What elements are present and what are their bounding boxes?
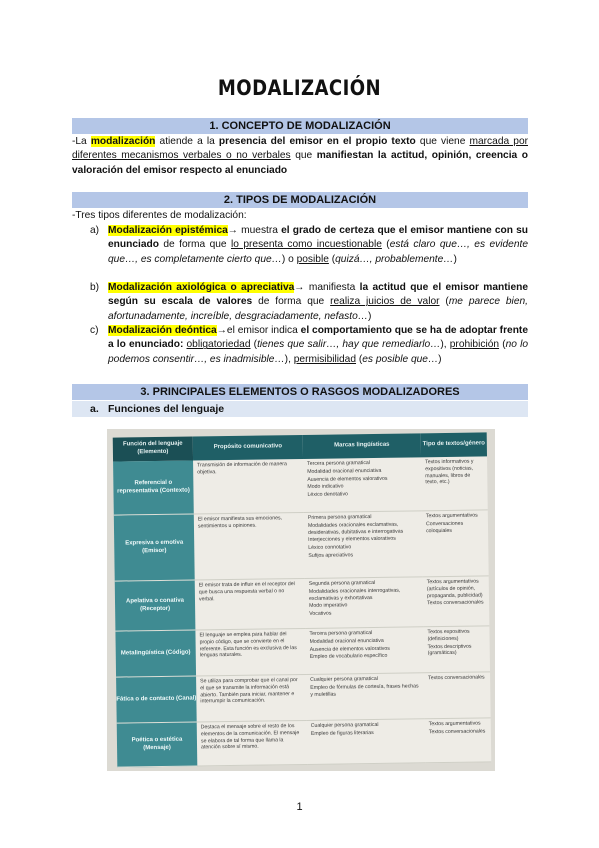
mark-item: Modo indicativo xyxy=(307,483,344,491)
concept-text: que viene xyxy=(415,136,470,147)
item-bold: el grado de certeza que el emisor mantiene con su enunciado xyxy=(108,225,528,251)
item-text: de forma que xyxy=(158,239,231,251)
item-text: ( xyxy=(328,253,336,265)
table-cell-types xyxy=(422,510,489,577)
table-photo xyxy=(107,429,495,771)
table-cell-types xyxy=(421,456,488,511)
mark-item: Sufijos apreciativos xyxy=(308,552,354,559)
mark-item: Empleo de figuras literarias xyxy=(310,729,374,737)
table-cell-types xyxy=(425,718,492,763)
item-text: ) xyxy=(453,253,457,265)
concept-paragraph xyxy=(72,135,528,178)
mark-item: Modalidades oracionales interrogativas, exclamativas y exhortativas xyxy=(308,587,401,602)
type-item: Textos conversacionales xyxy=(428,728,486,735)
section-heading-concepto: 1. CONCEPTO DE MODALIZACIÓN xyxy=(72,118,528,134)
mark-item: Primera persona gramatical xyxy=(307,514,372,521)
item-underline: obligatoriedad xyxy=(186,339,251,351)
mark-item: Empleo de fórmulas de cortesía, frases hechas y muletillas xyxy=(310,683,419,698)
item-italic: quizá…, probablemente… xyxy=(335,253,454,265)
item-italic: tienes que salir…, hay que remediarlo… xyxy=(257,339,441,351)
mark-item: Tercera persona gramatical xyxy=(309,630,373,637)
table-cell-marks xyxy=(307,719,426,765)
table-cell-function: Metalingüística (Código) xyxy=(115,630,196,677)
table-cell-function: Fática o de contacto (Canal) xyxy=(116,676,197,723)
table-cell-function: Referencial o representativa (Contexto) xyxy=(113,461,194,516)
type-item: Textos descriptivos (gramáticas) xyxy=(427,643,472,657)
item-text: ( xyxy=(381,239,390,251)
item-underline: posible xyxy=(296,253,329,265)
table-cell-marks xyxy=(304,511,423,579)
highlight-term: Modalización axiológica o apreciativa xyxy=(108,282,295,293)
page-title: MODALIZACIÓN xyxy=(217,76,382,100)
type-item: Textos conversacionales xyxy=(427,599,484,607)
table-cell-marks xyxy=(303,457,422,513)
mark-item: Interjecciones y elementos valorativos xyxy=(308,535,396,544)
item-italic: no lo podemos consentir…, es inadmisible… xyxy=(108,339,528,365)
table-cell-types xyxy=(423,576,490,627)
tipos-intro: -Tres tipos diferentes de modalización: xyxy=(72,210,247,221)
item-text: → manifiesta xyxy=(294,282,360,293)
table-cell-marks xyxy=(305,627,424,675)
table-cell-purpose: Transmisión de información de manera objetiva. xyxy=(193,459,304,515)
mark-item: Tercera persona gramatical xyxy=(307,460,370,467)
item-text: ), xyxy=(284,353,294,365)
type-item: Textos expositivos (definiciones) xyxy=(427,628,470,643)
item-underline: lo presenta como incuestionable xyxy=(231,239,382,251)
type-item: Textos argumentativos xyxy=(428,720,481,728)
table-header-tipo: Tipo de textos/género xyxy=(421,432,487,457)
item-italic: es posible que… xyxy=(362,353,439,365)
mark-item: Cualquier persona gramatical xyxy=(310,675,378,683)
type-item: Textos argumentativos (artículos de opinión, propaganda, publicidad) xyxy=(426,578,483,599)
item-text: →el emisor indica xyxy=(216,325,301,336)
item-bold: el comportamiento que se ha de adoptar frente a lo enunciado: xyxy=(108,325,528,351)
page-number: 1 xyxy=(296,801,303,813)
subheading-marker: a. xyxy=(90,403,99,415)
functions-table xyxy=(113,432,492,767)
mark-item: Segunda persona gramatical xyxy=(308,579,376,587)
mark-item: Modo imperativo xyxy=(309,602,348,610)
item-text: ( xyxy=(439,296,449,308)
table-cell-function: Poética o estética (Mensaje) xyxy=(117,722,198,767)
item-text: ( xyxy=(250,339,258,351)
list-item-epistemica xyxy=(72,224,528,267)
type-item: Conversaciones coloquiales xyxy=(425,520,464,534)
table-cell-marks xyxy=(305,577,424,629)
item-text: ) o xyxy=(281,253,297,265)
highlight-modalizacion: modalización xyxy=(90,136,156,147)
item-italic: está claro que…, es evidente que…, es completamente cierto que… xyxy=(108,239,528,265)
highlight-term: Modalización deóntica xyxy=(108,325,217,336)
mark-item: Cualquier persona gramatical xyxy=(310,721,379,729)
item-text: de forma que xyxy=(252,296,331,308)
table-cell-purpose: El lenguaje se emplea para hablar del propio código, que se convierte en el referente. Esta función es exclusiva de las lenguas naturales. xyxy=(195,629,306,677)
type-item: Textos argumentativos xyxy=(425,512,478,520)
highlight-term: Modalización epistémica xyxy=(108,225,228,236)
table-header-marcas: Marcas lingüísticas xyxy=(303,433,421,459)
list-marker: b) xyxy=(90,282,100,293)
concept-bold: manifiestan la actitud, opinión, creencia o valoración del emisor respecto al enunciado xyxy=(72,150,528,176)
item-text: ( xyxy=(499,339,506,351)
table-cell-purpose: Destaca el mensaje sobre el resto de los elementos de la comunicación. El mensaje se elabora de tal forma que llama la atención sobre sí mismo. xyxy=(197,721,308,767)
item-text: ( xyxy=(356,353,363,365)
concept-bold: presencia del emisor en el propio texto xyxy=(218,136,416,147)
table-cell-marks xyxy=(306,673,425,721)
table-cell-types xyxy=(423,626,490,673)
item-italic: me parece bien, afortunadamente, increíble, desgraciadamente, nefasto… xyxy=(108,296,528,322)
type-item: Textos conversacionales xyxy=(428,674,485,682)
item-underline: realiza juicios de valor xyxy=(330,296,440,308)
table-cell-purpose: El emisor trata de influir en el receptor del que busca una respuesta verbal o no verbal. xyxy=(195,579,306,631)
item-text: ) xyxy=(438,353,442,365)
mark-item: Ausencia de elementos valorativos xyxy=(309,645,390,653)
table-cell-purpose: Se utiliza para comprobar que el canal por el que se transmite la información está abierto. También para iniciar, mantener e interrumpir la comunicación. xyxy=(196,675,307,723)
concept-text: que xyxy=(290,150,317,162)
list-marker: a) xyxy=(90,225,100,236)
concept-text: atiende a la xyxy=(155,136,219,147)
table-cell-function: Expresiva o emotiva (Emisor) xyxy=(114,515,195,582)
item-underline: permisibilidad xyxy=(293,353,357,365)
section-heading-elementos: 3. PRINCIPALES ELEMENTOS O RASGOS MODALIZADORES xyxy=(72,384,528,400)
item-underline: prohibición xyxy=(449,339,500,351)
list-item-deontica xyxy=(72,324,528,367)
mark-item: Modalidades oracionales exclamativas, desiderativas, dubitativas e interrogativas xyxy=(307,521,404,536)
concept-underline: marcada por diferentes mecanismos verbales o no verbales xyxy=(72,136,528,162)
subheading-title: Funciones del lenguaje xyxy=(108,403,225,415)
type-item: Textos informativos y expositivos (noticias, manuales, libros de texto, etc.) xyxy=(425,458,474,486)
table-header-funcion: Función del lenguaje (Elemento) xyxy=(113,437,193,462)
list-item-axiologica xyxy=(72,281,528,324)
item-text: ) xyxy=(367,310,372,322)
list-marker: c) xyxy=(90,325,99,336)
mark-item: Modalidad oracional enunciativa xyxy=(307,467,382,475)
item-text: ), xyxy=(440,339,450,351)
mark-item: Ausencia de elementos valorativos xyxy=(307,475,388,483)
table-cell-function: Apelativa o conativa (Receptor) xyxy=(115,580,196,631)
mark-item: Modalidad oracional enunciativa xyxy=(309,637,384,645)
mark-item: Empleo de vocabulario específico xyxy=(309,653,388,661)
mark-item: Léxico denotativo xyxy=(307,491,348,498)
table-header-proposito: Propósito comunicativo xyxy=(193,435,303,461)
item-text: → muestra xyxy=(227,225,282,236)
item-bold: la actitud que el emisor mantiene según su escala de valores xyxy=(108,282,529,308)
table-cell-types xyxy=(424,672,491,719)
table-cell-purpose: El emisor manifiesta sus emociones, sentimientos u opiniones. xyxy=(194,513,305,581)
concept-text: -La xyxy=(72,136,91,147)
mark-item: Léxico connotativo xyxy=(308,544,352,551)
subheading-funciones xyxy=(72,401,528,417)
mark-item: Vocativos xyxy=(309,610,332,617)
section-heading-tipos: 2. TIPOS DE MODALIZACIÓN xyxy=(72,192,528,208)
